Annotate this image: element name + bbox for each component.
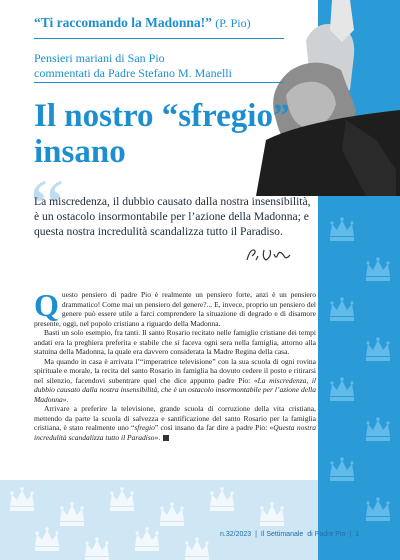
subtitle-line-2: commentati da Padre Stefano M. Manelli bbox=[34, 66, 232, 80]
end-mark-icon bbox=[163, 435, 169, 441]
footer-of: di Padre Pio bbox=[307, 531, 346, 538]
paragraph-3-quote: La miscredenza, il dubbio causato dalla nostra insensibilità, che è un ostacolo insormontabile per l’azione della Madonna bbox=[34, 375, 316, 404]
title-line-1: Il nostro “sfregio” bbox=[34, 98, 290, 134]
paragraph-3-text-a: Ma quando in casa è arrivata l’“imperatrice televisione” con la sua scuola di ogni rovina spirituale e morale, la recita del santo Rosario in famiglia ha dovuto cedere il posto e ritirarsi nel silenzio, facendovi subentrare quel che dice appunto padre Pio: « bbox=[34, 356, 316, 385]
subtitle-line-1: Pensieri mariani di San Pio bbox=[34, 51, 165, 65]
paragraph-4-text-a: Arrivare a preferire la televisione, grande scuola di corruzione della vita cristiana, mettendo da parte la scuola di salvezza e santificazione del santo Rosario per la famiglia cristiana, è stato realmente uno “ bbox=[34, 404, 316, 432]
signature-icon bbox=[244, 246, 292, 264]
header-rule bbox=[34, 38, 284, 39]
article-title bbox=[34, 98, 289, 170]
kicker-source: (P. Pio) bbox=[215, 16, 251, 30]
kicker-text: “Ti raccomando la Madonna!” bbox=[34, 15, 212, 30]
footer-separator-1: | bbox=[255, 531, 257, 538]
article-paragraph-2: Basti un solo esempio, fra tanti. Il santo Rosario recitato nelle famiglie cristiane dei tempi andati era la preghiera preferita e stabile che si faceva ogni sera nella famiglia, attorno alla statuina della Madonna, la quale era davvero considerata la Madre Regina della casa. bbox=[34, 328, 316, 356]
article-paragraph-4 bbox=[34, 404, 316, 442]
paragraph-4-quote: Questa nostra incredulità scandalizza tutto il Paradiso bbox=[34, 423, 316, 442]
paragraph-4-text-c: ». bbox=[154, 432, 161, 442]
quote-mark-icon: “ bbox=[30, 163, 65, 250]
drop-cap: Q bbox=[34, 287, 59, 323]
paragraph-4-italic-1: sfregio bbox=[134, 423, 155, 432]
footer-page-number: 1 bbox=[355, 531, 360, 538]
footer-magazine: Il Settimanale bbox=[260, 531, 304, 538]
article-body bbox=[34, 287, 316, 442]
article-paragraph-1 bbox=[34, 287, 316, 328]
pull-quote: La miscredenza, il dubbio causato dalla nostra insensibilità, è un ostacolo insormontabile per l’azione della Madonna; e questa nostra incredulità scandalizza tutto il Paradiso. bbox=[34, 195, 311, 238]
subtitle-rule bbox=[34, 82, 284, 83]
title-line-2: insano bbox=[34, 134, 126, 170]
footer-issue: n.32/2023 bbox=[220, 531, 252, 538]
header-kicker bbox=[34, 15, 251, 31]
page-footer bbox=[220, 531, 396, 538]
bottom-crown-band bbox=[0, 480, 318, 560]
paragraph-1-text: uesto pensiero di padre Pio è realmente un pensiero forte, anzi è un pensiero drammatico! Come mai un pensiero del genere?... E, invece, proprio un pensiero del genere può essere utile a farci comprendere la situazione di degrado e di disamore presente, oggi, nel popolo cristiano a riguardo della Madonna. bbox=[34, 290, 316, 328]
footer-separator-2: | bbox=[349, 531, 352, 538]
paragraph-3-text-b: ». bbox=[62, 394, 69, 404]
paragraph-4-text-b: ” così insano da far dire a padre Pio: « bbox=[154, 423, 274, 432]
article-paragraph-3 bbox=[34, 357, 316, 405]
